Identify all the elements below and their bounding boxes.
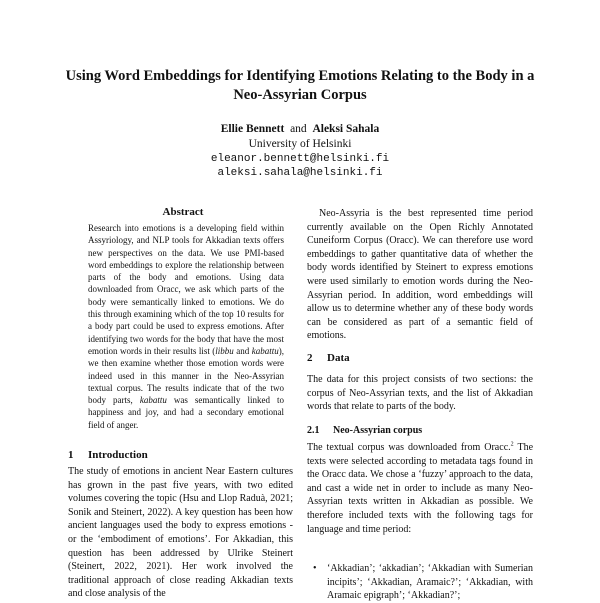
abstract-body: Research into emotions is a developing field within Assyriology, and NLP tools for Akkadian texts offers new perspectives on the data. We use PMI-based word embeddings to explore the relationship between parts of the body and emotions. Using data downloaded from Oracc, we ask which parts of the body were semantically linked to emotions. We do this through examining which of the top 10 results for a body part could be used to express emotions. After identifying two words for the body that have the most emotion words in their results list (libbu and kabattu), we then examine whether those emotion words were indeed used in this manner in the Neo-Assyrian textual corpus. The results indicate that of the two body parts, kabattu was semantically linked to happiness and joy, and had a secondary emotional field of anger. xyxy=(88,223,284,430)
author-2: Aleksi Sahala xyxy=(312,123,380,135)
author-line xyxy=(0,122,600,136)
term-kabattu: kabattu xyxy=(251,345,279,356)
bullet-icon: • xyxy=(313,563,317,574)
section-2-1-heading: 2.1 Neo-Assyrian corpus xyxy=(307,425,423,436)
right-intro-paragraph: Neo-Assyria is the best represented time period currently available on the Open Richly Annotated Cuneiform Corpus (Oracc). We can therefore use word embeddings to gather quantitative data of whether the body words identified by Steinert to express emotions were used similarly to emotion words during the Neo-Assyrian period. In addition, word embeddings will allow us to determine whether any of these body words can be considered as part of a semantic field of emotions. xyxy=(307,208,533,342)
paper-title: Using Word Embeddings for Identifying Emotions Relating to the Body in a Neo-Assyrian Corpus xyxy=(65,68,535,103)
email-1: eleanor.bennett@helsinki.fi xyxy=(210,153,390,165)
section-2-1-body: The textual corpus was downloaded from Oracc.$^2$ The texts were selected according to metadata tags found in the Oracc data. We chose a ‘fuzzy’ approach to the data, and cast a wide net in order to include as many Neo-Assyrian texts written in Akkadian as possible. We therefore included texts with the following tags for language and time period: xyxy=(307,441,534,535)
term-libbu: libbu xyxy=(215,345,234,356)
list-item-text: ‘Akkadian’; ‘akkadian’; ‘Akkadian with Sumerian incipits’; ‘Akkadian, Aramaic?’; ‘Akkadian, with Aramaic epigraph’; ‘Akkadian?’; xyxy=(327,563,533,602)
list-item xyxy=(307,562,533,603)
section-1-heading: 1 Introduction xyxy=(68,449,148,461)
term-kabattu-2: kabattu xyxy=(139,395,167,406)
footnote-mark: 2 xyxy=(510,441,514,448)
abstract-heading: Abstract xyxy=(162,206,204,218)
section-2-body: The data for this project consists of two sections: the corpus of Neo-Assyrian texts, and the list of Akkadian words that relate to parts of the body. xyxy=(307,374,533,413)
author-1: Ellie Bennett xyxy=(220,123,285,135)
email-2: aleksi.sahala@helsinki.fi xyxy=(217,167,383,179)
affiliation: University of Helsinki xyxy=(248,138,352,150)
section-2-heading: 2 Data xyxy=(307,352,350,364)
section-1-body: The study of emotions in ancient Near Eastern cultures has grown in the past five years, with two edited volumes covering the topic (Hsu and Llop Raduà, 2021; Sonik and Steinert, 2022). A key question has been how ancient languages used the body to express emotions - or the ‘embodiment of emotions’. For Akkadian, this question has been addressed by Ulrike Steinert (Steinert, 2022, 2021). Her work involved the traditional approach of close reading Akkadian texts and close analysis of the xyxy=(68,466,293,600)
author-conjunction: and xyxy=(290,123,307,135)
